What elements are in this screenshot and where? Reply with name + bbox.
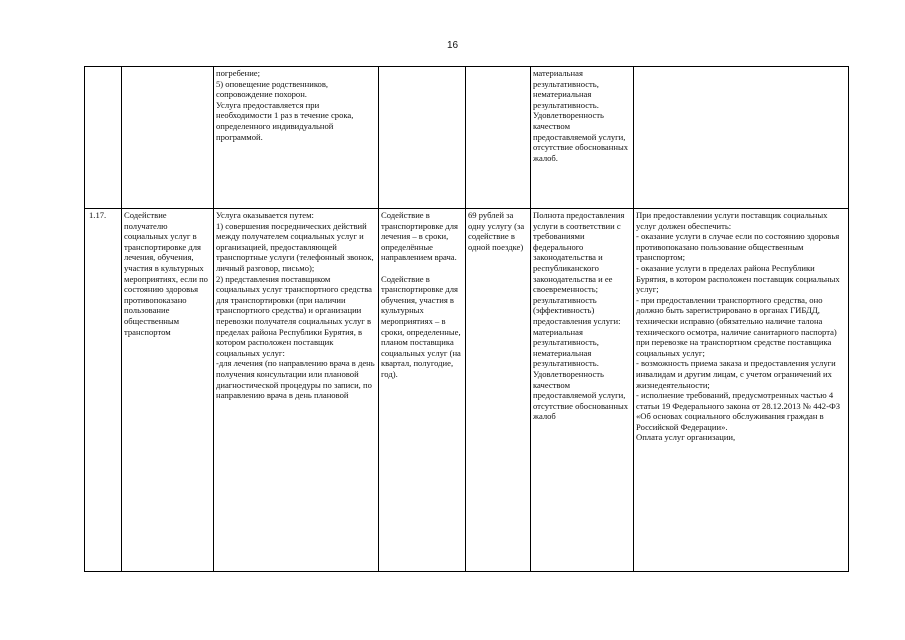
- page-number: 16: [446, 40, 459, 51]
- service-conditions-cell: [634, 67, 849, 209]
- service-quality-cell: Полнота предоставления услуги в соответствии с требованиями федерального законодательства и республиканского законодательства и ее своевременность; результативность (эффективность) предоставления услуги: материальная результативность, нематериальная результативность. Удовлетворенность качеством предоставляемой услуги, отсутствие обоснованных жалоб: [531, 209, 634, 572]
- service-volume-cell: Содействие в транспортировке для лечения – в сроки, определённые направлением врача. Содействие в транспортировке для обучения, участия в культурных мероприятиях – в сроки, определенные, планом поставщика социальных услуг (на квартал, полугодие, год).: [379, 209, 466, 572]
- service-conditions-cell: При предоставлении услуги поставщик социальных услуг должен обеспечить: - оказание услуги в случае если по состоянию здоровья противопоказано пользование общественным транспортом; - оказание услуги в пределах района Республики Бурятия, в котором расположен поставщик социальных услуг; - при предоставлении транспортного средства, оно должно быть зарегистрировано в органах ГИБДД, технически исправно (обязательно наличие талона технического осмотра, наличие санитарного паспорта) при перевозке на транспортном средстве поставщика социальных услуг; - возможность приема заказа и предоставления услуги инвалидам и другим лицам, с учетом ограничений их жизнедеятельности; - исполнение требований, предусмотренных частью 4 статьи 19 Федерального закона от 28.12.2013 № 442-ФЗ «Об основах социального обслуживания граждан в Российской Федерации». Оплата услуг организации,: [634, 209, 849, 572]
- service-name-cell: Содействие получателю социальных услуг в транспортировке для лечения, обучения, участия в культурных мероприятиях, если по состоянию здоровья противопоказано пользование общественным транспортом: [122, 209, 214, 572]
- service-description-cell: Услуга оказывается путем: 1) совершения посреднических действий между получателем социальных услуг и организацией, предоставляющей транспортные услуги (телефонный звонок, личный разговор, письмо); 2) представления поставщиком социальных услуг транспортного средства для транспортировки (при наличии транспортного средства) и организации перевозки получателя социальных услуг в пределах района Республики Бурятия, в котором расположен поставщик социальных услуг: -для лечения (по направлению врача в день получения консультации или плановой диагностической процедуры по записи, по направлению врача в день плановой: [214, 209, 379, 572]
- services-table: [84, 66, 849, 572]
- service-name-cell: [122, 67, 214, 209]
- service-price-cell: [466, 67, 531, 209]
- row-number-cell: 1.17.: [85, 209, 122, 572]
- row-number-cell: [85, 67, 122, 209]
- service-description-cell: погребение; 5) оповещение родственников, сопровождение похорон. Услуга предоставляется при необходимости 1 раз в течение срока, определенного индивидуальной программой.: [214, 67, 379, 209]
- table-row: [85, 67, 849, 209]
- table-row: [85, 209, 849, 572]
- service-volume-cell: [379, 67, 466, 209]
- service-quality-cell: материальная результативность, нематериальная результативность. Удовлетворенность качеством предоставляемой услуги, отсутствие обоснованных жалоб.: [531, 67, 634, 209]
- service-price-cell: 69 рублей за одну услугу (за содействие в одной поездке): [466, 209, 531, 572]
